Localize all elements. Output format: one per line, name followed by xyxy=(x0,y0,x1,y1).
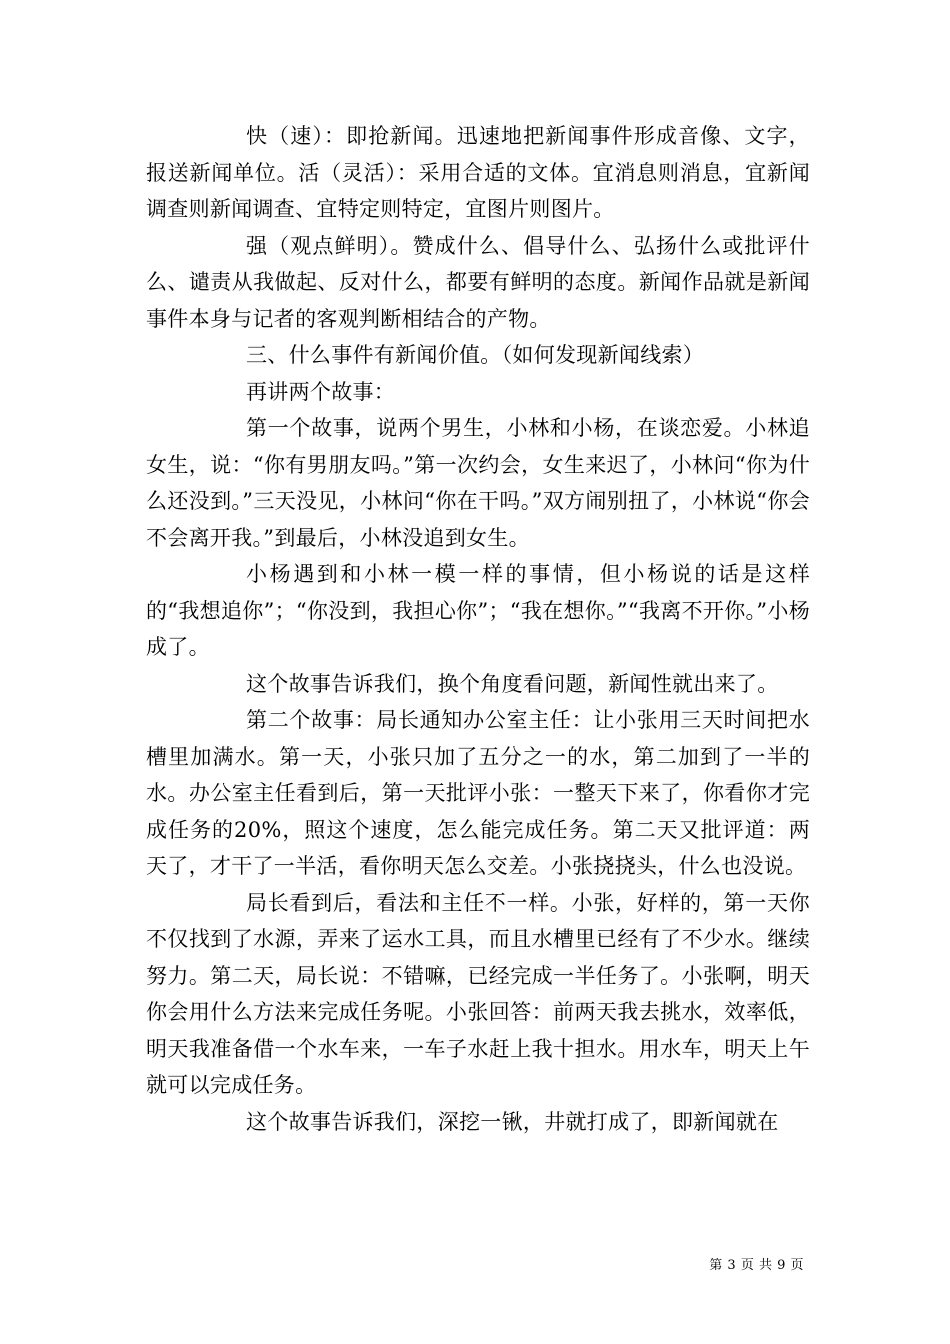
paragraph: 强（观点鲜明）。赞成什么、倡导什么、弘扬什么或批评什么、谴责从我做起、反对什么，都要有鲜明的态度。新闻作品就是新闻事件本身与记者的客观判断相结合的产物。 xyxy=(146,233,810,331)
page-number: 第 3 页 共 9 页 xyxy=(709,1258,804,1273)
paragraph: 第一个故事，说两个男生，小林和小杨，在谈恋爱。小林追女生，说：“你有男朋友吗。”第一次约会，女生来迟了，小林问“你为什么还没到。”三天没见，小林问“你在干吗。”双方闹别扭了，小林说“你会不会离开我。”到最后，小林没追到女生。 xyxy=(146,416,810,550)
paragraph: 这个故事告诉我们，深挖一锹，井就打成了，即新闻就在 xyxy=(246,1109,779,1134)
section-heading: 三、什么事件有新闻价值。（如何发现新闻线索） xyxy=(246,343,705,367)
paragraph: 第二个故事：局长通知办公室主任：让小张用三天时间把水槽里加满水。第一天，小张只加了五分之一的水，第二加到了一半的水。办公室主任看到后，第一天批评小张：一整天下来了，你看你才完成任务的20%，照这个速度，怎么能完成任务。第二天又批评道：两天了，才干了一半活，看你明天怎么交差。小张挠挠头，什么也没说。 xyxy=(146,708,810,878)
paragraph: 局长看到后，看法和主任不一样。小张，好样的，第一天你不仅找到了水源，弄来了运水工具，而且水槽里已经有了不少水。继续努力。第二天，局长说：不错嘛，已经完成一半任务了。小张啊，明天你会用什么方法来完成任务呢。小张回答：前两天我去挑水，效率低，明天我准备借一个水车来，一车子水赶上我十担水。用水车，明天上午就可以完成任务。 xyxy=(146,890,810,1097)
paragraph: 小杨遇到和小林一模一样的事情，但小杨说的话是这样的“我想追你”；“你没到，我担心你”；“我在想你。”“我离不开你。”小杨成了。 xyxy=(146,562,810,659)
paragraph: 快（速）：即抢新闻。迅速地把新闻事件形成音像、文字，报送新闻单位。活（灵活）：采用合适的文体。宜消息则消息，宜新闻调查则新闻调查、宜特定则特定，宜图片则图片。 xyxy=(146,124,810,221)
paragraph: 再讲两个故事： xyxy=(246,379,396,404)
document-body xyxy=(146,118,810,1140)
paragraph: 这个故事告诉我们，换个角度看问题，新闻性就出来了。 xyxy=(246,671,779,696)
